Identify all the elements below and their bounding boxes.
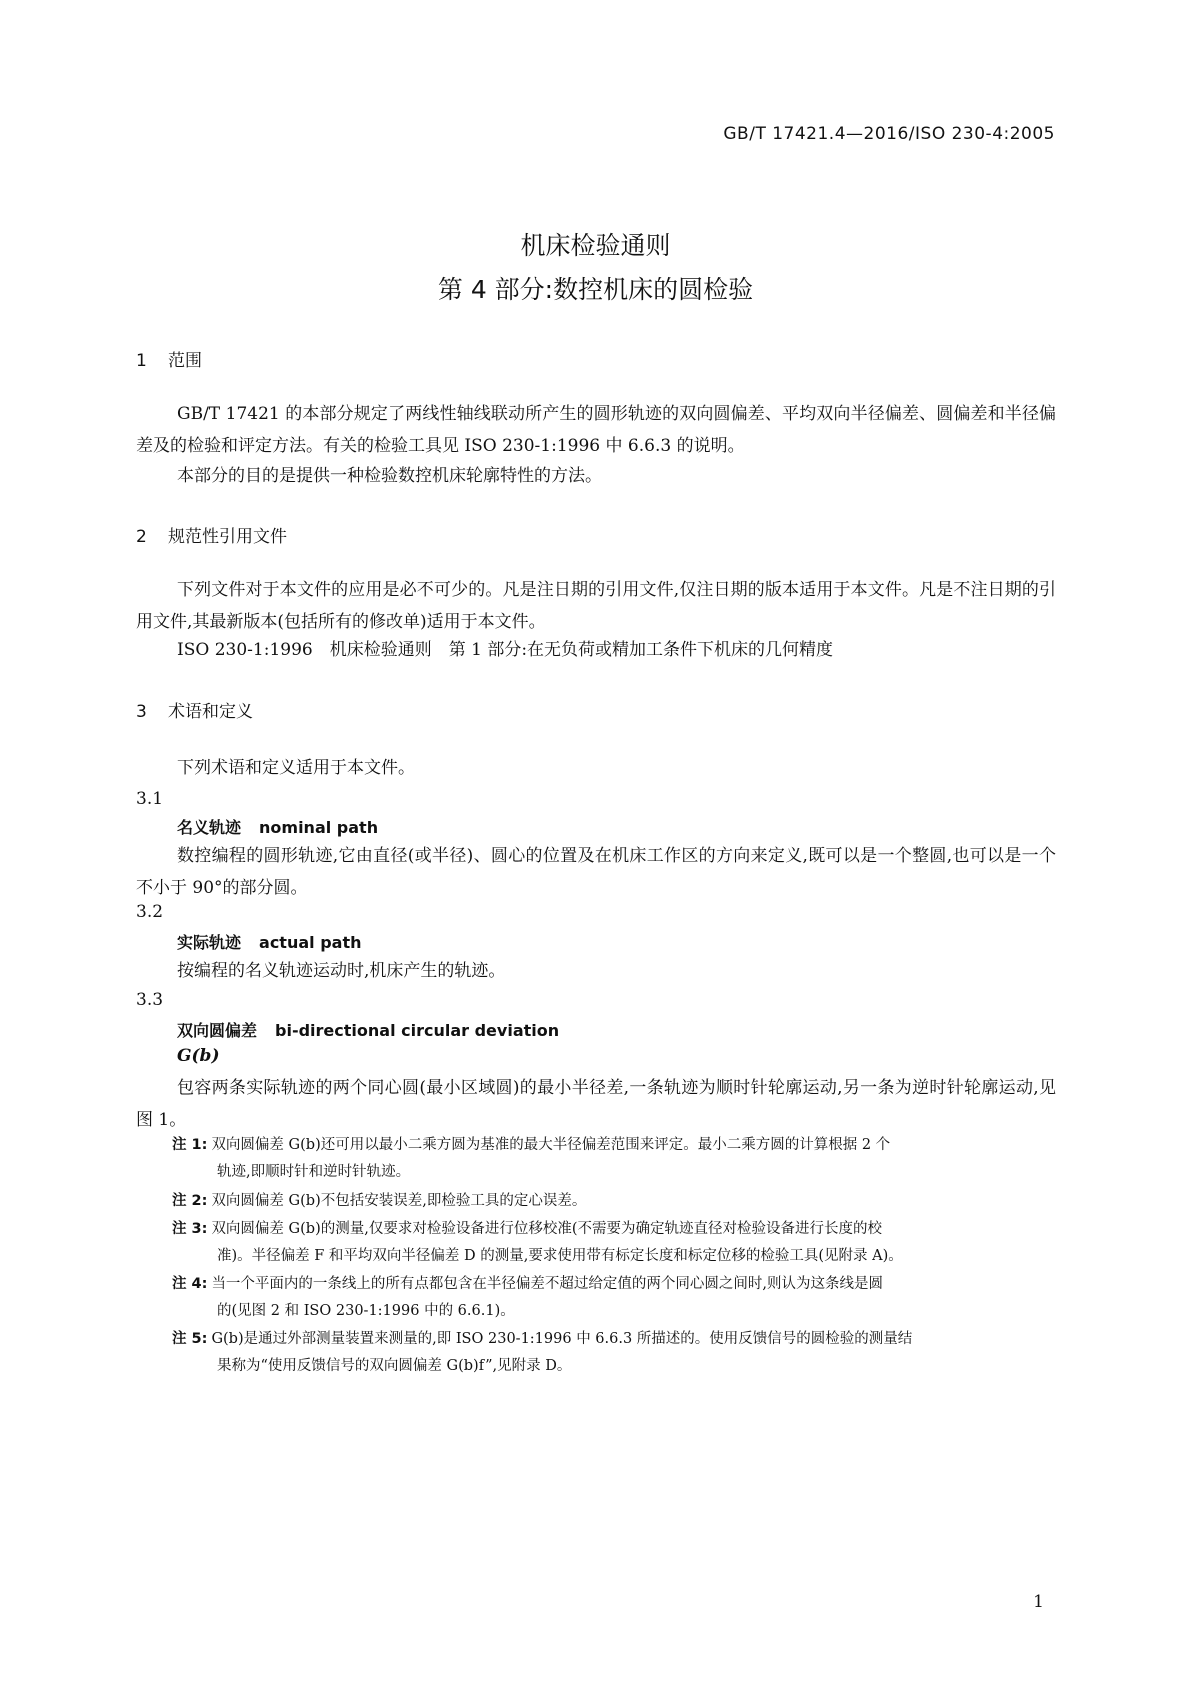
note-text: 双向圆偏差 G(b)的测量,仅要求对检验设备进行位移校准(不需要为确定轨迹直径对检验设备进行长度的校 — [211, 1221, 882, 1237]
section-title: 规范性引用文件 — [168, 527, 287, 547]
note-3 — [172, 1216, 1056, 1270]
note-text: 双向圆偏差 G(b)还可用以最小二乘方圆为基准的最大半径偏差范围来评定。最小二乘方圆的计算根据 2 个 — [211, 1137, 891, 1153]
note-text-continued: 果称为“使用反馈信号的双向圆偏差 G(b)f”,见附录 D。 — [217, 1358, 572, 1374]
note-text-continued: 的(见图 2 和 ISO 230-1:1996 中的 6.6.1)。 — [217, 1303, 515, 1319]
term-3-3-name — [177, 1018, 559, 1041]
term-3-3-symbol: G(b) — [177, 1046, 220, 1066]
section-number: 2 — [136, 527, 147, 547]
normative-reference: ISO 230-1:1996 机床检验通则 第 1 部分:在无负荷或精加工条件下机床的几何精度 — [177, 640, 834, 660]
note-text: G(b)是通过外部测量装置来测量的,即 ISO 230-1:1996 中 6.6.3 所描述的。使用反馈信号的圆检验的测量结 — [211, 1331, 913, 1347]
section-3-intro: 下列术语和定义适用于本文件。 — [177, 758, 415, 778]
term-zh: 实际轨迹 — [177, 933, 242, 952]
section-1-heading — [136, 346, 202, 371]
term-3-2-name — [177, 930, 361, 953]
section-title: 范围 — [168, 351, 202, 371]
note-text-continued: 准)。半径偏差 F 和平均双向半径偏差 D 的测量,要求使用带有标定长度和标定位移的检验工具(见附录 A)。 — [217, 1248, 903, 1264]
term-3-1-name — [177, 815, 378, 838]
section-number: 1 — [136, 351, 147, 371]
term-en: nominal path — [259, 818, 379, 837]
standard-code: GB/T 17421.4—2016/ISO 230-4:2005 — [723, 124, 1055, 144]
page-number: 1 — [1033, 1592, 1044, 1612]
note-4 — [172, 1271, 1056, 1325]
note-label: 注 4: — [172, 1276, 208, 1292]
note-1 — [172, 1132, 1056, 1186]
note-5 — [172, 1326, 1056, 1380]
section-1-paragraph-2: 本部分的目的是提供一种检验数控机床轮廓特性的方法。 — [177, 466, 602, 486]
note-text: 当一个平面内的一条线上的所有点都包含在半径偏差不超过给定值的两个同心圆之间时,则认为这条线是圆 — [211, 1276, 884, 1292]
section-3-heading — [136, 697, 253, 722]
note-text: 双向圆偏差 G(b)不包括安装误差,即检验工具的定心误差。 — [211, 1193, 587, 1209]
term-3-1-definition: 数控编程的圆形轨迹,它由直径(或半径)、圆心的位置及在机床工作区的方向来定义,既可以是一个整圆,也可以是一个不小于 90°的部分圆。 — [136, 846, 1056, 898]
title-line-2: 第 4 部分:数控机床的圆检验 — [437, 275, 754, 304]
term-zh: 双向圆偏差 — [177, 1021, 258, 1040]
term-3-2-number: 3.2 — [136, 902, 164, 922]
section-2-paragraph-1: 下列文件对于本文件的应用是必不可少的。凡是注日期的引用文件,仅注日期的版本适用于本文件。凡是不注日期的引用文件,其最新版本(包括所有的修改单)适用于本文件。 — [136, 580, 1056, 632]
term-3-3-definition: 包容两条实际轨迹的两个同心圆(最小区域圆)的最小半径差,一条轨迹为顺时针轮廓运动,另一条为逆时针轮廓运动,见图 1。 — [136, 1078, 1056, 1130]
document-title — [0, 224, 1191, 312]
term-zh: 名义轨迹 — [177, 818, 242, 837]
section-number: 3 — [136, 702, 147, 722]
note-label: 注 5: — [172, 1331, 208, 1347]
term-en: bi-directional circular deviation — [275, 1021, 560, 1040]
section-1-paragraph-1: GB/T 17421 的本部分规定了两线性轴线联动所产生的圆形轨迹的双向圆偏差、平均双向半径偏差、圆偏差和半径偏差及的检验和评定方法。有关的检验工具见 ISO 230-1:1996 中 6.6.3 的说明。 — [136, 404, 1056, 456]
section-2-heading — [136, 522, 287, 547]
section-title: 术语和定义 — [168, 702, 253, 722]
term-3-1-number: 3.1 — [136, 789, 164, 809]
term-en: actual path — [259, 933, 362, 952]
note-2 — [172, 1188, 1056, 1215]
note-text-continued: 轨迹,即顺时针和逆时针轨迹。 — [217, 1164, 411, 1180]
note-label: 注 1: — [172, 1137, 208, 1153]
note-label: 注 2: — [172, 1193, 208, 1209]
title-line-1: 机床检验通则 — [520, 231, 671, 260]
term-3-3-number: 3.3 — [136, 990, 164, 1010]
note-label: 注 3: — [172, 1221, 208, 1237]
term-3-2-definition: 按编程的名义轨迹运动时,机床产生的轨迹。 — [177, 961, 506, 981]
